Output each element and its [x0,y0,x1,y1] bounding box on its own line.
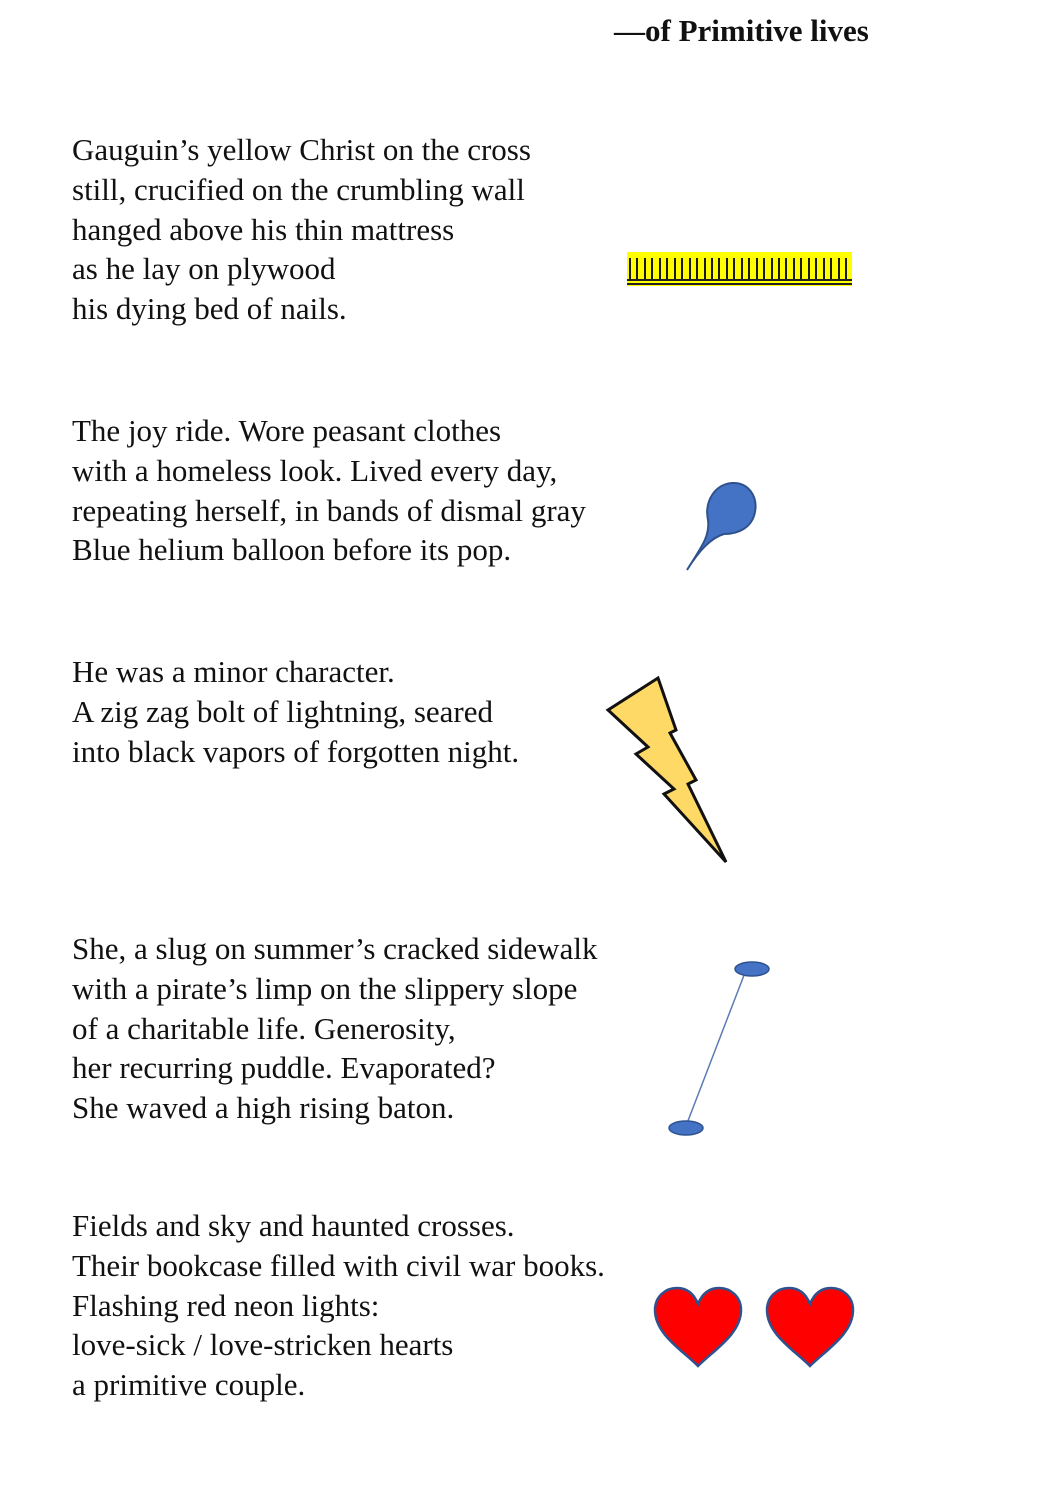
stanza-3 [72,652,519,771]
nail-mark [659,258,661,279]
poem-line: She waved a high rising baton. [72,1090,455,1126]
nail-marks-icon [627,252,852,286]
stanza-2 [72,411,586,570]
poem-line: love-sick / love-stricken hearts [72,1327,454,1363]
poem-line: of a charitable life. Generosity, [72,1010,456,1046]
nail-mark [651,258,653,279]
underline [627,279,852,281]
poem-line: with a pirate’s limp on the slippery slope [72,970,578,1006]
nail-mark [726,258,728,279]
nail-mark [718,258,720,279]
nail-mark [785,258,787,279]
nail-mark [763,258,765,279]
nail-mark [771,258,773,279]
nail-mark [711,258,713,279]
poem-line: with a homeless look. Lived every day, [72,452,558,488]
nail-mark [733,258,735,279]
stanza-1 [72,130,531,329]
stanza-4 [72,929,597,1128]
nail-mark [674,258,676,279]
nail-mark [800,258,802,279]
heart-icon [652,1286,744,1370]
nail-mark [666,258,668,279]
poem-line: his dying bed of nails. [72,291,347,327]
nail-mark [629,258,631,279]
poem-line: hanged above his thin mattress [72,211,455,247]
poem-line: Gauguin’s yellow Christ on the cross [72,132,531,167]
poem-line: A zig zag bolt of lightning, seared [72,693,493,729]
nail-mark [756,258,758,279]
balloon-icon [680,478,760,574]
poem-line: Fields and sky and haunted crosses. [72,1208,515,1243]
nail-mark [636,258,638,279]
nail-mark [830,258,832,279]
nail-mark [845,258,847,279]
poem-line: still, crucified on the crumbling wall [72,171,525,207]
nail-mark [704,258,706,279]
poem-line: her recurring puddle. Evaporated? [72,1050,496,1086]
nail-mark [681,258,683,279]
nail-mark [644,258,646,279]
nail-mark [838,258,840,279]
nail-mark [696,258,698,279]
nail-mark [808,258,810,279]
poem-title: —of Primitive lives [614,13,869,48]
nail-mark [741,258,743,279]
poem-line: repeating herself, in bands of dismal gray [72,492,586,528]
nail-mark [689,258,691,279]
lightning-bolt-icon [604,674,730,866]
poem-line: as he lay on plywood [72,251,336,287]
poem-line: Their bookcase filled with civil war books. [72,1247,605,1283]
poem-line: He was a minor character. [72,654,395,689]
heart-icon [764,1286,856,1370]
nail-mark [823,258,825,279]
nail-mark [815,258,817,279]
poem-line: Blue helium balloon before its pop. [72,532,512,568]
poem-line: The joy ride. Wore peasant clothes [72,413,502,448]
poem-line: a primitive couple. [72,1367,306,1403]
nail-mark [793,258,795,279]
stanza-5 [72,1206,605,1405]
underline [627,283,852,285]
poem-line: She, a slug on summer’s cracked sidewalk [72,931,598,966]
nail-mark [748,258,750,279]
nail-mark [778,258,780,279]
poem-line: Flashing red neon lights: [72,1287,380,1323]
baton-icon [662,958,774,1142]
poem-line: into black vapors of forgotten night. [72,733,520,769]
